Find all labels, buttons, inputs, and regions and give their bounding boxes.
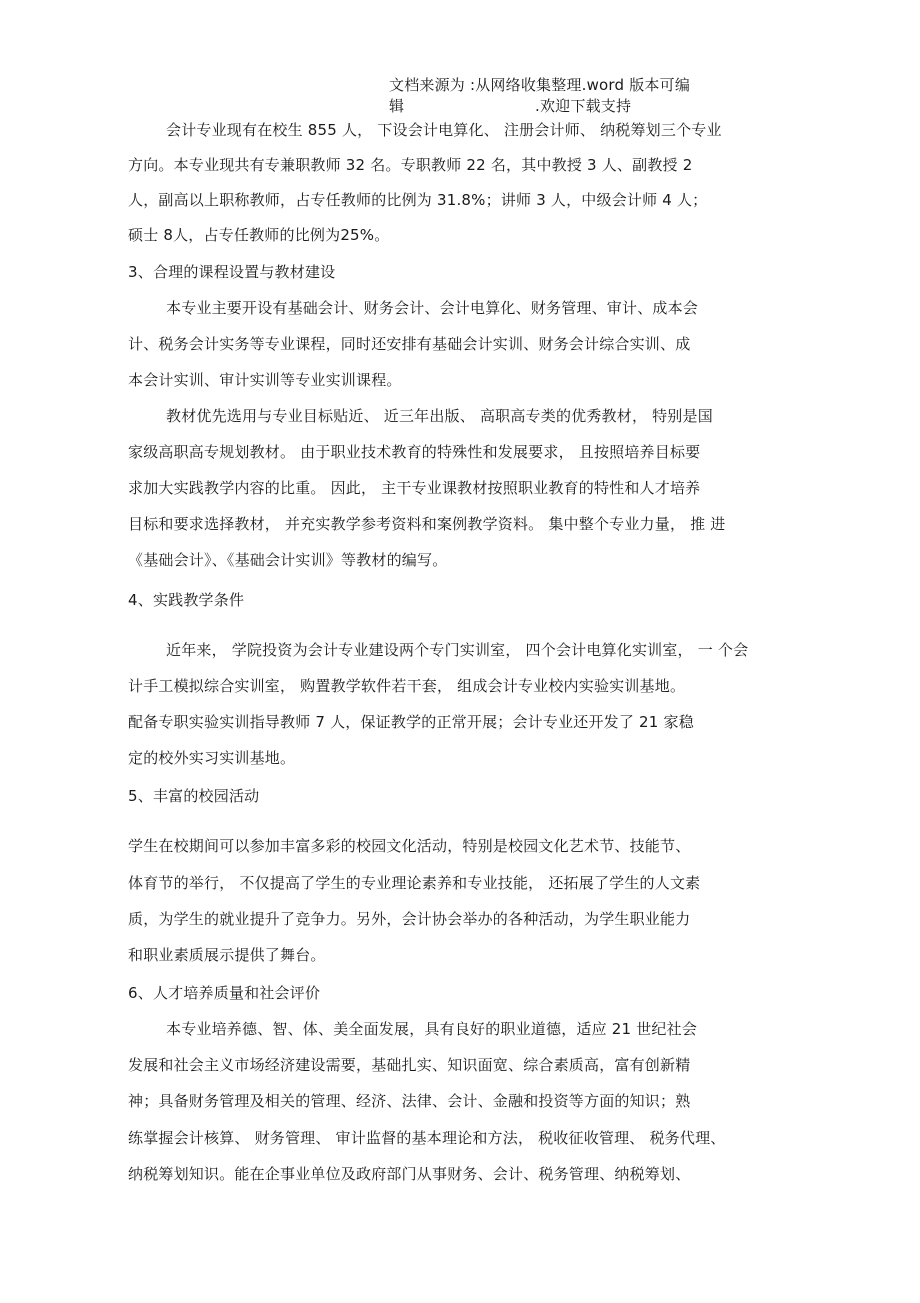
paragraph-line: 计、税务会计实务等专业课程，同时还安排有基础会计实训、财务会计综合实训、成 xyxy=(128,335,691,353)
paragraph-line: 体育节的举行， 不仅提高了学生的专业理论素养和专业技能， 还拓展了学生的人文素 xyxy=(128,874,701,892)
section-heading-6: 6、人才培养质量和社会评价 xyxy=(128,984,321,1002)
paragraph-line: 计手工模拟综合实训室， 购置教学软件若干套， 组成会计专业校内实验实训基地。 xyxy=(128,677,686,695)
header-download-note: .欢迎下载支持 xyxy=(535,97,632,115)
paragraph-line: 神；具备财务管理及相关的管理、经济、法律、会计、金融和投资等方面的知识；熟 xyxy=(128,1092,691,1110)
paragraph-line: 配备专职实验实训指导教师 7 人，保证教学的正常开展；会计专业还开发了 21 家稳 xyxy=(128,713,694,731)
paragraph-line: 质，为学生的就业提升了竞争力。另外，会计协会举办的各种活动，为学生职业能力 xyxy=(128,910,691,928)
section-heading-4: 4、实践教学条件 xyxy=(128,591,245,609)
paragraph-line: 本专业主要开设有基础会计、财务会计、会计电算化、财务管理、审计、成本会 xyxy=(166,299,699,317)
paragraph-line: 发展和社会主义市场经济建设需要，基础扎实、知识面宽、综合素质高，富有创新精 xyxy=(128,1056,691,1074)
paragraph-line: 本专业培养德、智、体、美全面发展，具有良好的职业道德，适应 21 世纪社会 xyxy=(166,1020,698,1038)
paragraph-line: 练掌握会计核算、 财务管理、 审计监督的基本理论和方法， 税收征收管理、 税务代理、 xyxy=(128,1129,726,1147)
paragraph-line: 和职业素质展示提供了舞台。 xyxy=(128,946,326,964)
paragraph-line: 人，副高以上职称教师，占专任教师的比例为 31.8%；讲师 3 人，中级会计师 4 人； xyxy=(128,191,708,209)
section-heading-3: 3、合理的课程设置与教材建设 xyxy=(128,263,336,281)
paragraph-line: 家级高职高专规划教材。 由于职业技术教育的特殊性和发展要求， 且按照培养目标要 xyxy=(128,443,701,461)
paragraph-line: 纳税筹划知识。能在企事业单位及政府部门从事财务、会计、税务管理、纳税筹划、 xyxy=(128,1165,691,1183)
paragraph-line: 教材优先选用与专业目标贴近、 近三年出版、 高职高专类的优秀教材， 特别是国 xyxy=(166,407,713,425)
section-heading-5: 5、丰富的校园活动 xyxy=(128,787,260,805)
paragraph-line: 方向。本专业现共有专兼职教师 32 名。专职教师 22 名，其中教授 3 人、副教授 2 xyxy=(128,156,693,174)
paragraph-line: 硕士 8人，占专任教师的比例为25%。 xyxy=(128,226,390,244)
header-source-note-cont: 辑 xyxy=(389,97,405,115)
paragraph-line: 会计专业现有在校生 855 人， 下设会计电算化、 注册会计师、 纳税筹划三个专业 xyxy=(166,121,722,139)
header-source-note: 文档来源为 :从网络收集整理.word 版本可编 xyxy=(389,76,691,94)
paragraph-line: 定的校外实习实训基地。 xyxy=(128,749,296,767)
paragraph-line: 近年来， 学院投资为会计专业建设两个专门实训室， 四个会计电算化实训室， 一 个会 xyxy=(166,641,749,659)
paragraph-line: 目标和要求选择教材， 并充实教学参考资料和案例教学资料。 集中整个专业力量， 推 进 xyxy=(128,515,726,533)
paragraph-line: 《基础会计》、《基础会计实训》等教材的编写。 xyxy=(128,551,448,569)
paragraph-line: 求加大实践教学内容的比重。 因此， 主干专业课教材按照职业教育的特性和人才培养 xyxy=(128,479,701,497)
paragraph-line: 学生在校期间可以参加丰富多彩的校园文化活动，特别是校园文化艺术节、技能节、 xyxy=(128,837,691,855)
paragraph-line: 本会计实训、审计实训等专业实训课程。 xyxy=(128,371,402,389)
